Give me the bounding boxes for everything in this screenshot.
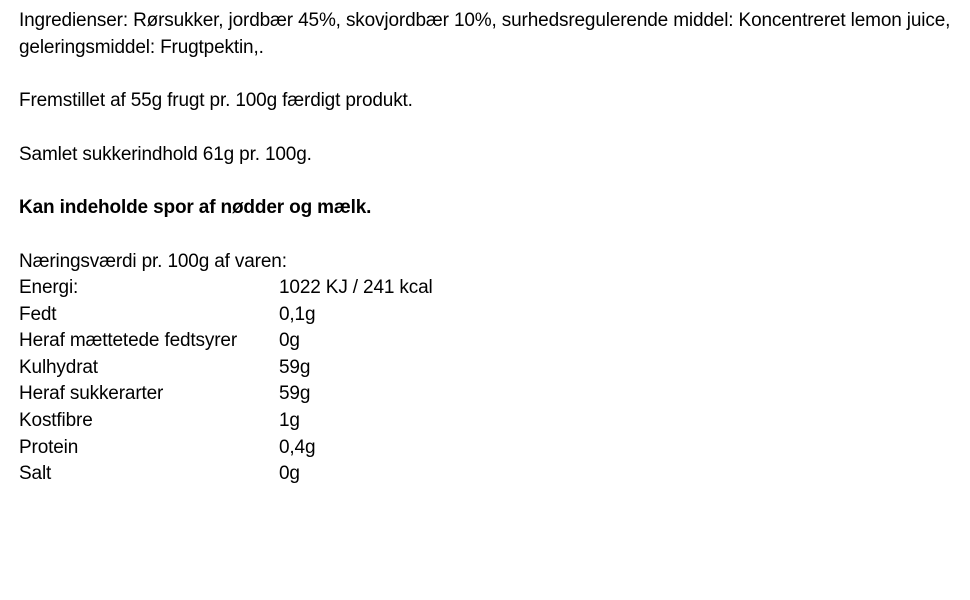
nutrition-row-sugars — [19, 381, 433, 408]
nutrition-row-saturated-fat — [19, 328, 433, 355]
nutrition-value: 59g — [279, 356, 311, 378]
ingredients-text: Ingredienser: Rørsukker, jordbær 45%, skovjordbær 10%, surhedsregulerende middel: Koncentreret lemon juice, geleringsmiddel: Frugtpektin,. — [19, 10, 951, 58]
nutrition-label: Heraf mættetede fedtsyrer — [19, 330, 238, 352]
nutrition-value: 1g — [279, 409, 300, 431]
product-label-document — [19, 8, 954, 488]
nutrition-row-carbohydrate — [19, 355, 433, 382]
nutrition-row-fat — [19, 302, 433, 329]
nutrition-label: Kostfibre — [19, 409, 93, 431]
nutrition-label: Kulhydrat — [19, 356, 98, 378]
nutrition-label: Protein — [19, 436, 79, 458]
spacer — [19, 115, 954, 142]
nutrition-row-protein — [19, 435, 433, 462]
nutrition-label: Energi: — [19, 277, 79, 298]
nutrition-value: 0g — [279, 463, 300, 485]
nutrition-row-fibre — [19, 408, 433, 435]
fruit-content-text: Fremstillet af 55g frugt pr. 100g færdigt produkt. — [19, 90, 413, 111]
nutrition-value: 0,1g — [279, 303, 316, 325]
nutrition-value: 0g — [279, 330, 300, 352]
nutrition-label: Heraf sukkerarter — [19, 383, 164, 405]
spacer — [19, 168, 954, 195]
sugar-content-text: Samlet sukkerindhold 61g pr. 100g. — [19, 143, 312, 165]
spacer — [19, 222, 954, 249]
nutrition-label: Fedt — [19, 303, 57, 325]
nutrition-label: Salt — [19, 463, 52, 485]
nutrition-row-energy — [19, 275, 433, 302]
nutrition-value: 1022 KJ / 241 kcal — [279, 277, 433, 298]
nutrition-value: 59g — [279, 383, 311, 405]
nutrition-heading: Næringsværdi pr. 100g af varen: — [19, 250, 287, 272]
nutrition-table — [19, 275, 433, 488]
allergen-warning: Kan indeholde spor af nødder og mælk. — [19, 197, 372, 218]
nutrition-row-salt — [19, 461, 433, 488]
spacer — [19, 61, 954, 88]
nutrition-value: 0,4g — [279, 436, 316, 458]
